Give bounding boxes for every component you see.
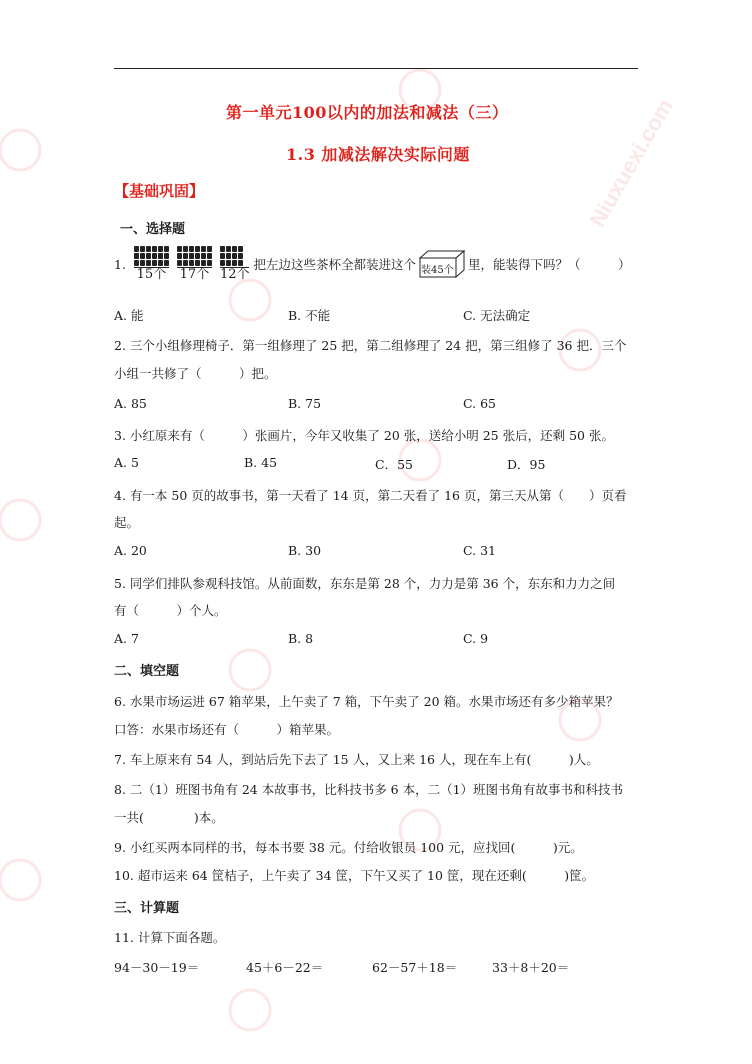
question-5-line1: 5. 同学们排队参观科技馆。从前面数，东东是第 28 个，力力是第 36 个，东东和力力之间 [114, 576, 616, 591]
question-10: 10. 超市运来 64 筐桔子，上午卖了 34 筐，下午又买了 10 筐，现在还剩( )筐。 [114, 868, 595, 883]
cup-group-12: 12个 [220, 246, 250, 282]
question-3: 3. 小红原来有（ ）张画片，今年又收集了 20 张，送给小明 25 张后，还剩 50 张。 [114, 428, 614, 443]
question-6-line1: 6. 水果市场运进 67 箱苹果，上午卖了 7 箱，下午卖了 20 箱。水果市场还有多少箱苹果？ [114, 694, 619, 709]
section-fill-heading: 二、填空题 [114, 664, 180, 679]
question-11: 11. 计算下面各题。 [114, 930, 226, 945]
header-rule [114, 68, 638, 69]
section-choice-heading: 一、选择题 [120, 222, 186, 237]
q4-option-c[interactable]: C. 31 [463, 543, 496, 558]
calc-expr-3: 62－57＋18＝ [372, 960, 458, 975]
question-4-line2: 起。 [114, 515, 140, 530]
section-calc-heading: 三、计算题 [114, 901, 180, 916]
question-4-line1: 4. 有一本 50 页的故事书，第一天看了 14 页，第二天看了 16 页，第三天从第（ ）页看 [114, 488, 627, 503]
q5-option-c[interactable]: C. 9 [463, 631, 489, 646]
q2-option-a[interactable]: A. 85 [114, 396, 147, 411]
question-2-line2: 小组一共修了（ ）把。 [114, 366, 277, 381]
question-8-line1: 8. 二（1）班图书角有 24 本故事书，比科技书多 6 本，二（1）班图书角有故事书和科技书 [114, 782, 624, 797]
q2-option-b[interactable]: B. 75 [288, 396, 322, 411]
q3-option-a[interactable]: A. 5 [114, 455, 139, 470]
q1-option-c[interactable]: C. 无法确定 [463, 308, 531, 323]
cup-group-17: 17个 [177, 246, 212, 282]
q3-option-b[interactable]: B. 45 [244, 455, 278, 470]
watermark-text: Niuxuexi.com [584, 94, 678, 231]
q3-option-c[interactable]: C．55 [375, 457, 413, 472]
q4-option-a[interactable]: A. 20 [114, 543, 147, 558]
box-label: 装45个 [421, 265, 454, 276]
question-number: 1. [114, 256, 126, 272]
q2-option-c[interactable]: C. 65 [463, 396, 496, 411]
q1-option-b[interactable]: B. 不能 [288, 308, 331, 323]
question-2-line1: 2. 三个小组修理椅子．第一组修理了 25 把，第二组修理了 24 把，第三组修了 36 把．三个 [114, 338, 627, 353]
q1-option-a[interactable]: A. 能 [114, 308, 144, 323]
q3-option-d[interactable]: D．95 [507, 457, 546, 472]
cup-group-15: 15个 [134, 246, 169, 282]
question-1: 1. 15个 17个 12个 把左边这些茶杯全都装进这个 装45个 里，能装得下吗？（ ） [114, 246, 631, 282]
q5-option-a[interactable]: A. 7 [114, 631, 139, 646]
question-5-line2: 有（ ）个人。 [114, 603, 227, 618]
question-7: 7. 车上原来有 54 人，到站后先下去了 15 人，又上来 16 人，现在车上有( )人。 [114, 752, 599, 767]
calc-expr-4: 33＋8＋20＝ [492, 960, 570, 975]
question-9: 9. 小红买两本同样的书，每本书要 38 元。付给收银员 100 元，应找回( )元。 [114, 840, 583, 855]
calc-expr-1: 94－30－19＝ [114, 960, 200, 975]
calc-expr-2: 45＋6－22＝ [246, 960, 324, 975]
q5-option-b[interactable]: B. 8 [288, 631, 314, 646]
page-title: 第一单元100以内的加法和减法（三） [226, 103, 509, 122]
box-icon [418, 250, 466, 278]
section-tag: 【基础巩固】 [114, 182, 205, 200]
q4-option-b[interactable]: B. 30 [288, 543, 322, 558]
page-subtitle: 1.3 加减法解决实际问题 [286, 145, 470, 164]
question-6-line2: 口答：水果市场还有（ ）箱苹果。 [114, 722, 340, 737]
question-8-line2: 一共( )本。 [114, 810, 224, 825]
